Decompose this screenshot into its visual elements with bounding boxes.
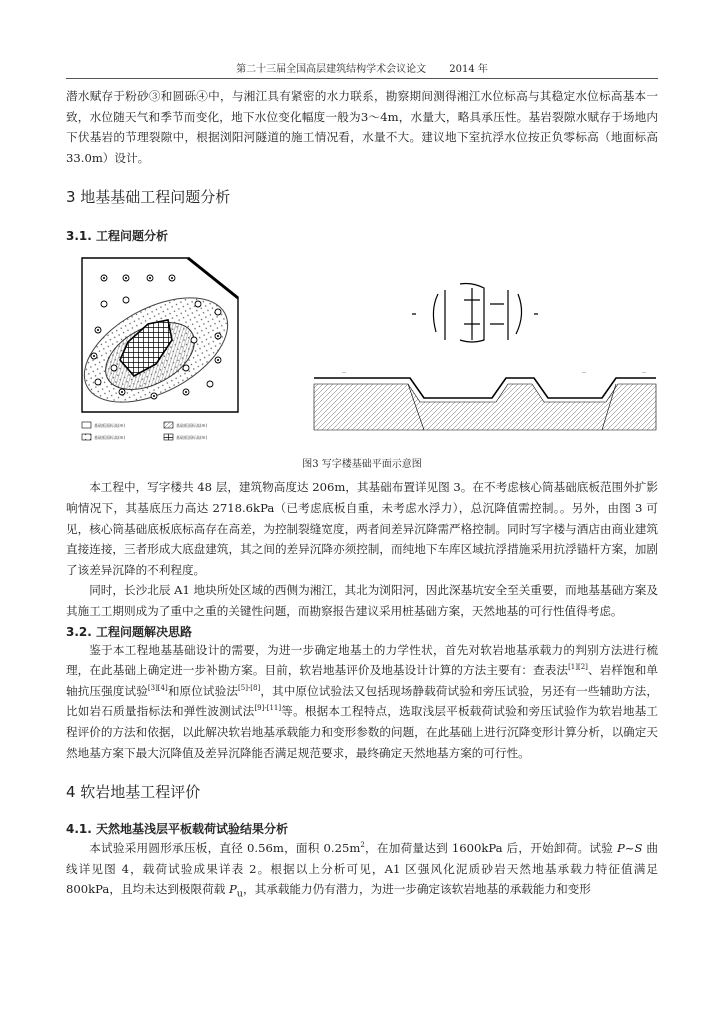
para-3-text-b: 、岩样饱和单轴抗压强度试验 <box>66 663 658 698</box>
section-3-title: 3 地基基础工程问题分析 <box>66 188 231 207</box>
legend-label-1: 基础板面标高(m) <box>94 423 126 429</box>
pu-variable: P <box>228 882 237 897</box>
para-3-text-e: 等。根据本工程特点，选取浅层平板载荷试验和旁压试验作为软岩地基工程评价的方法和依据，以此解决软岩地基承载能力和变形参数的问题，在此基础上进行沉降变形计算分析，以确定天然地基方案下最大沉降值及差异沉降能否满足规范要求，最终确定天然地基方案的可行性。 <box>66 704 658 760</box>
svg-text:—: — <box>342 370 346 376</box>
citation-3: [5]-[8] <box>238 683 261 692</box>
foundation-plan-drawing <box>68 252 284 452</box>
header-year: 2014 年 <box>449 64 488 75</box>
pu-subscript: u <box>236 888 244 900</box>
section-4-1-title: 4.1. 天然地基浅层平板载荷试验结果分析 <box>66 822 288 837</box>
para-3-text-a: 鉴于本工程地基基础设计的需要，为进一步确定地基土的力学性状，首先对软岩地基承载力的判别方法进行梳理，在此基础上确定进一步补勘方案。目前，软岩地基评价及地基设计计算的方法主要有：查表法 <box>66 642 658 678</box>
legend-label-3: 基础板面标高(m) <box>176 423 208 429</box>
section-3-2-title: 3.2. 工程问题解决思路 <box>66 624 192 639</box>
para-3-text-c: 和原位试验法 <box>167 683 239 698</box>
ps-variable: P~S <box>617 841 643 856</box>
page-body <box>66 86 658 905</box>
superscript-2: 2 <box>360 841 365 850</box>
para-4-text-d: ，其承载能力仍有潜力，为进一步确定该软岩地基的承载能力和变形 <box>243 882 591 897</box>
section-3-1-para-2: 同时，长沙北辰 A1 地块所处区域的西侧为湘江，其北为浏阳河，因此深基坑安全至关重要，而地基基础方案及其施工工期则成为了重中之重的关键性问题，而勘察报告建议采用桩基础方案，天然地基的可行性值得考虑。 <box>66 583 658 618</box>
para-3-text-d: ，其中原位试验法又包括现场静载荷试验和旁压试验，另还有一些辅助方法，比如岩石质量指标法和弹性波测试法 <box>66 683 658 719</box>
legend-label-2: 基础板面标高(m) <box>94 435 126 441</box>
citation-2: [3][4] <box>147 683 168 692</box>
header-conference: 第二十三届全国高层建筑结构学术会议论文 <box>236 64 427 75</box>
figure-3 <box>66 244 658 456</box>
figure-3-caption: 图3 写字楼基础平面示意图 <box>302 459 422 471</box>
section-3-2-para <box>66 640 658 764</box>
legend-label-4: 基础板面标高(m) <box>176 435 208 441</box>
para-4-text-a: 本试验采用圆形承压板，直径 0.56m，面积 0.25m <box>89 841 361 856</box>
intro-paragraph: 潜水赋存于粉砂③和圆砾④中，与湘江具有紧密的水力联系，勘察期间测得湘江水位标高与其稳定水位标高基本一致，水位随天气和季节而变化，地下水位变化幅度一般为3～4m，水量大，略具承压性。基岩裂隙水赋存于场地内下伏基岩的节理裂隙中，根据浏阳河隧道的施工情况看，水量不大。建议地下室抗浮水位按正负零标高（地面标高 33.0m）设计。 <box>66 89 658 165</box>
section-3-1-para-1: 本工程中，写字楼共 48 层，建筑物高度达 206m，其基础布置详见图 3。在不考虑核心筒基础底板范围外扩影响情况下，其基底压力高达 2718.6kPa（已考虑底板自重，未考虑水浮力），总沉降值需控制。。另外，由图 3 可见，核心筒基础底板底标高存在高差，为控制裂缝宽度，两者间差异沉降需严格控制。同时写字楼与酒店由商业建筑直接连接，三者形成大底盘建筑，其之间的差异沉降亦须控制，而纯地下车库区域抗浮措施采用抗浮锚杆方案，加剧了该差异沉降的不利程度。 <box>66 480 658 577</box>
para-4-text-c: 曲线详见图 4，载荷试验成果详表 2。根据以上分析可见，A1 区强风化泥质砂岩天然地基承载力特征值满足 800kPa，且均未达到极限荷载 <box>66 841 658 897</box>
para-4-text-b: ，在加荷量达到 1600kPa 后，开始卸荷。试验 <box>364 841 617 856</box>
foundation-section-drawing <box>312 280 658 456</box>
section-3-1-title: 3.1. 工程问题分析 <box>66 229 168 244</box>
citation-1: [1][2] <box>568 663 588 672</box>
section-4-1-para <box>66 838 658 905</box>
svg-text:—: — <box>582 370 586 376</box>
section-4-title: 4 软岩地基工程评价 <box>66 783 201 802</box>
svg-text:—: — <box>642 370 646 376</box>
running-header <box>66 60 658 79</box>
citation-4: [9]-[11] <box>254 704 282 713</box>
